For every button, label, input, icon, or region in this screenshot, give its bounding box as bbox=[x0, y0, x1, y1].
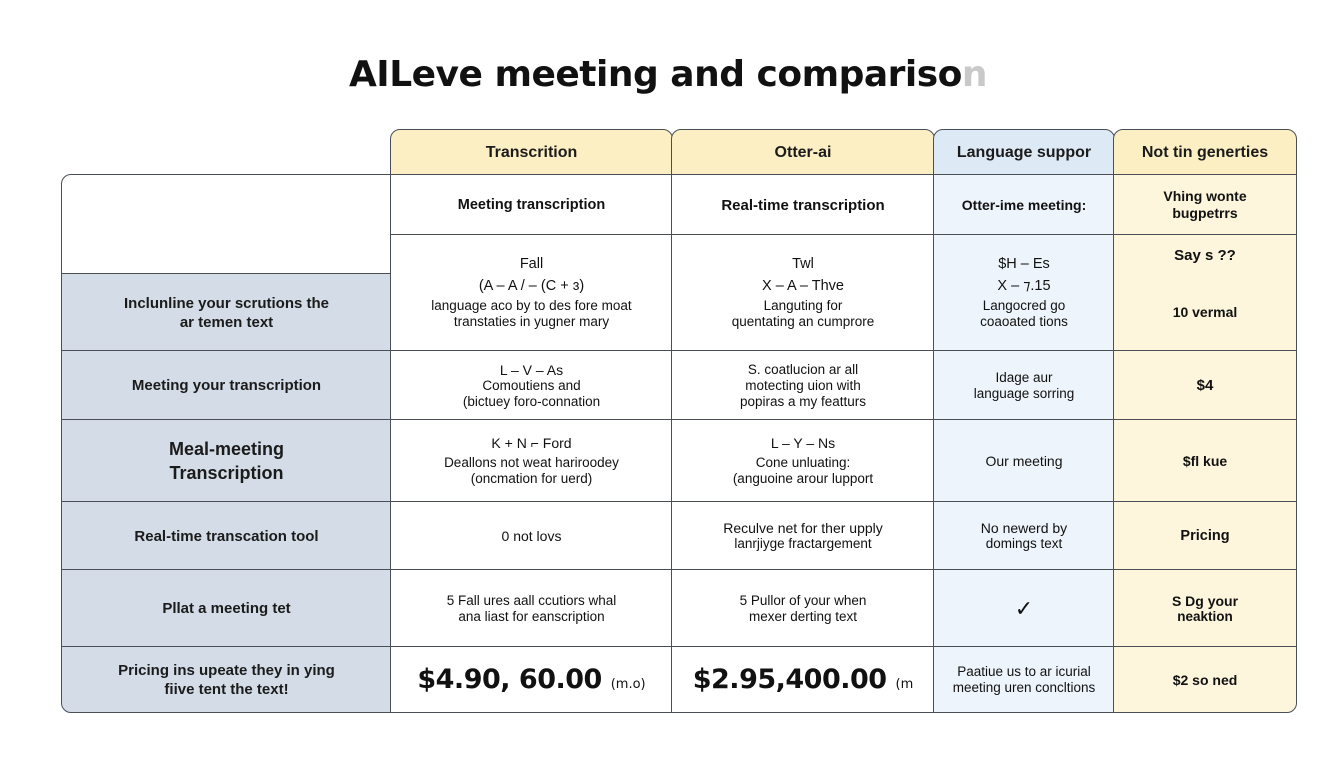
table-cell: Say s ?? 10 vermal bbox=[1113, 234, 1297, 352]
table-cell: Vhing wonte bugpetrrs bbox=[1113, 174, 1297, 236]
table-cell: $fl kue bbox=[1113, 419, 1297, 503]
table-cell: 5 Pullor of your when mexer derting text bbox=[671, 569, 935, 648]
row-label-empty bbox=[61, 174, 392, 275]
row-label: Inclunline your scrutions the ar temen text bbox=[61, 273, 392, 352]
table-cell: Paatiue us to ar icurial meeting uren concltions bbox=[933, 646, 1115, 713]
table-cell: 5 Fall ures aall ccutiors whal ana liast for eanscription bbox=[390, 569, 673, 648]
price-value: $4.90, 60.00 (m.o) bbox=[417, 664, 646, 695]
table-cell: Pricing bbox=[1113, 501, 1297, 571]
row-label: Meal-meeting Transcription bbox=[61, 419, 392, 503]
checkmark-icon: ✓ bbox=[1014, 595, 1034, 621]
column-header-generties bbox=[1113, 129, 1297, 176]
table-cell: L – V – As Comoutiens and (bictuey foro-connation bbox=[390, 350, 673, 421]
title-main: AILeve meeting and compariso bbox=[348, 54, 962, 95]
table-cell: Twl X – A – Thve Languting for quentating an cumprore bbox=[671, 234, 935, 352]
table-cell: Meeting transcription bbox=[390, 174, 673, 236]
row-label: Pricing ins upeate they in ying fiive tent the text! bbox=[61, 646, 392, 713]
table-cell: K + N ⌐ Ford Deallons not weat hariroodey (oncmation for uerd) bbox=[390, 419, 673, 503]
column-header-otter-ai bbox=[671, 129, 935, 176]
column-header-language-support bbox=[933, 129, 1115, 176]
table-cell: Fall (A – A / – (C + ɜ) language aco by to des fore moat transtaties in yugner mary bbox=[390, 234, 673, 352]
table-cell: Reculve net for ther upply lanrjiyge fractargement bbox=[671, 501, 935, 571]
table-cell: $4 bbox=[1113, 350, 1297, 421]
table-cell: $H – Es X – ⁊.15 Langocred go coaoated tions bbox=[933, 234, 1115, 352]
column-header-transcription bbox=[390, 129, 673, 176]
table-cell: Real-time transcription bbox=[671, 174, 935, 236]
price-cell bbox=[671, 646, 935, 713]
title-faded-letter: n bbox=[961, 54, 988, 95]
price-cell bbox=[390, 646, 673, 713]
column-header-label: Transcrition bbox=[485, 143, 578, 161]
table-cell: Idage aur language sorring bbox=[933, 350, 1115, 421]
row-label: Pllat a meeting tet bbox=[61, 569, 392, 648]
page-title bbox=[0, 54, 1336, 95]
column-header-label: Otter-ai bbox=[774, 143, 832, 161]
table-cell: S Dg your neaktion bbox=[1113, 569, 1297, 648]
table-cell: Otter-ime meeting: bbox=[933, 174, 1115, 236]
table-cell: L – Y – Ns Cone unluating: (anguoine arour lupport bbox=[671, 419, 935, 503]
table-cell: S. coatlucion ar all motecting uion with popiras a my featturs bbox=[671, 350, 935, 421]
row-label: Meeting your transcription bbox=[61, 350, 392, 421]
column-header-label: Language suppor bbox=[956, 143, 1092, 161]
table-cell: Our meeting bbox=[933, 419, 1115, 503]
check-cell bbox=[933, 569, 1115, 648]
table-cell: $2 so ned bbox=[1113, 646, 1297, 713]
table-cell: No newerd by domings text bbox=[933, 501, 1115, 571]
column-header-label: Not tin generties bbox=[1141, 143, 1269, 161]
price-value: $2.95,400.00 (m bbox=[692, 664, 914, 695]
row-label: Real-time transcation tool bbox=[61, 501, 392, 571]
table-cell: 0 not lovs bbox=[390, 501, 673, 571]
